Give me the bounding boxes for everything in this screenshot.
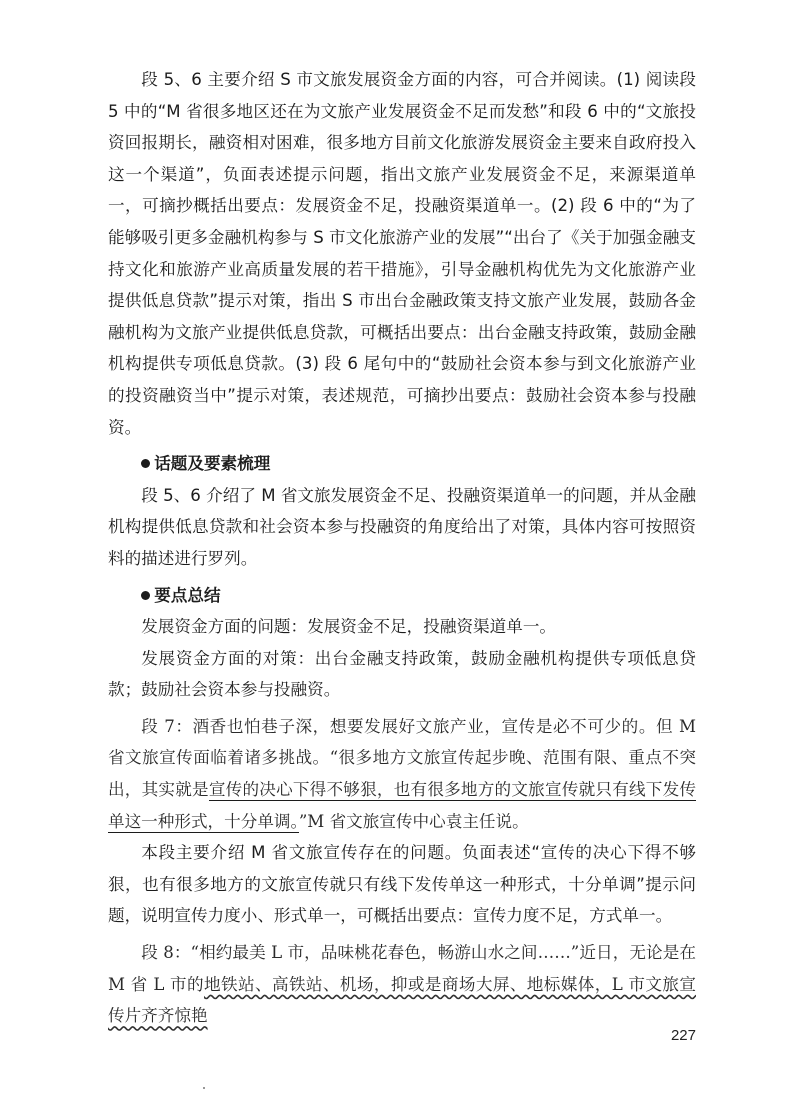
topic-heading [108,448,696,480]
analysis-paragraph-5-6: 段 5、6 主要介绍 S 市文旅发展资金方面的内容，可合并阅读。(1) 阅读段 5 中的“M 省很多地区还在为文旅产业发展资金不足而发愁”和段 6 中的“文旅投资回报期长，融资相对困难，很多地方目前文化旅游发展资金主要来自政府投入这一个渠道”，负面表述提示问题，指出文旅产业发展资金不足，来源渠道单一，可摘抄概括出要点：发展资金不足，投融资渠道单一。(2) 段 6 中的“为了能够吸引更多金融机构参与 S 市文化旅游产业的发展”“出台了《关于加强金融支持文化和旅游产业高质量发展的若干措施》，引导金融机构优先为文化旅游产业提供低息贷款”提示对策，指出 S 市出台金融政策支持文旅产业发展，鼓励各金融机构为文旅产业提供低息贷款，可概括出要点：出台金融支持政策，鼓励金融机构提供专项低息贷款。(3) 段 6 尾句中的“鼓励社会资本参与到文化旅游产业的投资融资当中”提示对策，表述规范，可摘抄出要点：鼓励社会资本参与投融资。 [108,70,696,437]
summary-heading [108,580,696,612]
paragraph-8-lead: 段 8：“相约最美 L 市，品味桃花春色，畅游山水之间……”近日，无论是在 M 省 L 市的 [108,943,696,994]
page-number: 227 [670,1027,696,1044]
summary-problem: 发展资金方面的问题：发展资金不足，投融资渠道单一。 [141,617,557,637]
source-paragraph-7 [108,711,696,837]
topic-paragraph: 段 5、6 介绍了 M 省文旅发展资金不足、投融资渠道单一的问题，并从金融机构提供低息贷款和社会资本参与投融资的角度给出了对策，具体内容可按照资料的描述进行罗列。 [108,485,696,568]
paragraph-8-wavy-underline: 地铁站、高铁站、机场，抑或是商场大屏、地标媒体，L 市文旅宣传片齐齐惊艳 [108,974,696,1026]
paragraph-7-underlined-quote: 宣传的决心下得不够狠，也有很多地方的文旅宣传就只有线下发传单这一种形式，十分单调。 [108,780,697,831]
topic-heading-text: 话题及要素梳理 [154,454,271,474]
scan-speck [203,1087,205,1089]
bullet-dot-icon [141,591,150,600]
document-page [108,64,696,1032]
summary-solution: 发展资金方面的对策：出台金融支持政策，鼓励金融机构提供专项低息贷款；鼓励社会资本参与投融资。 [108,648,696,700]
summary-heading-text: 要点总结 [154,585,221,605]
paragraph-7-tail: ”M 省文旅宣传中心袁主任说。 [298,811,529,831]
bullet-dot-icon [141,459,150,468]
source-paragraph-8 [108,937,696,1032]
analysis-paragraph-7: 本段主要介绍 M 省文旅宣传存在的问题。负面表述“宣传的决心下得不够狠，也有很多地方的文旅宣传就只有线下发传单这一种形式，十分单调”提示问题，说明宣传力度小、形式单一，可概括出要点：宣传力度不足，方式单一。 [108,843,696,926]
paragraph-7-lead: 段 7：酒香也怕巷子深，想要发展好文旅产业，宣传是必不可少的。但 M 省文旅宣传面临着诸多挑战。“很多地方文旅宣传起步晚、范围有限、重点不突出，其实就是 [108,716,696,800]
